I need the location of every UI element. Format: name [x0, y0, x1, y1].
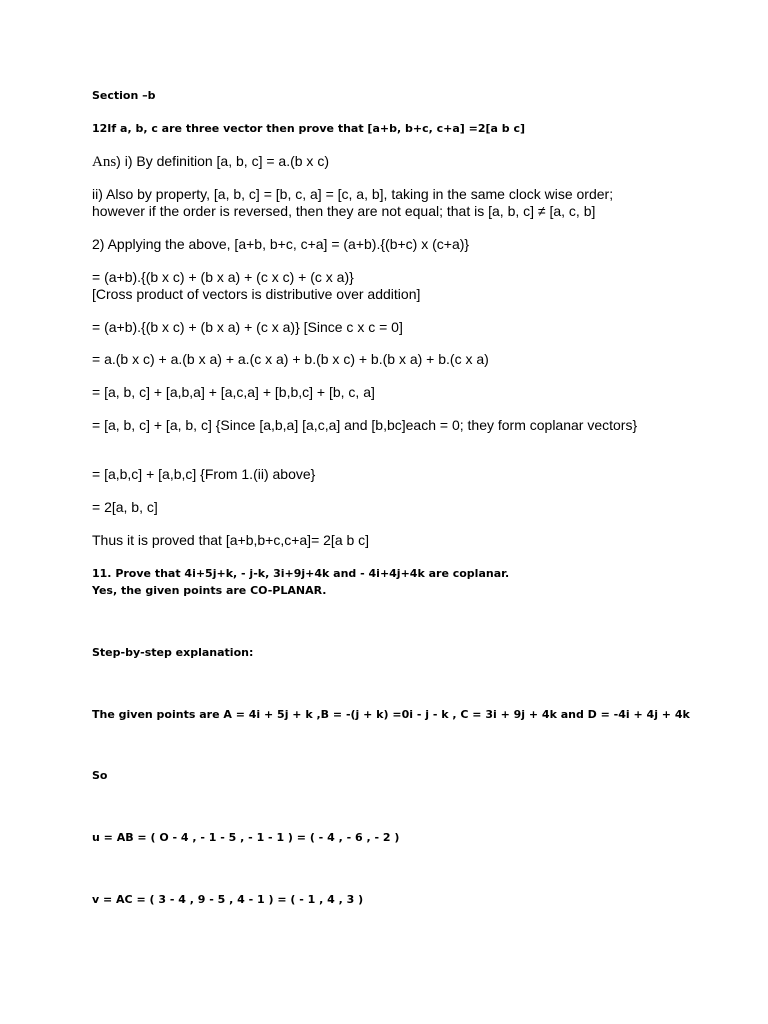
v-vector-line: v = AC = ( 3 - 4 , 9 - 5 , 4 - 1 ) = ( - 1 , 4 , 3 ): [92, 893, 364, 906]
applying-line: 2) Applying the above, [a+b, b+c, c+a] = (a+b).{(b+c) x (c+a)}: [92, 236, 470, 252]
coplanar-line: = [a, b, c] + [a, b, c] {Since [a,b,a] [a,c,a] and [b,bc]each = 0; they form coplanar vectors}: [92, 417, 638, 433]
distribute-line: = a.(b x c) + a.(b x a) + a.(c x a) + b.(b x c) + b.(b x a) + b.(c x a): [92, 351, 489, 367]
property-line-a: ii) Also by property, [a, b, c] = [b, c, a] = [c, a, b], taking in the same clock wise order;: [92, 186, 614, 202]
section-title: Section –b: [92, 89, 156, 102]
definition-text: ) i) By definition [a, b, c] = a.(b x c): [116, 153, 329, 169]
from-above-line: = [a,b,c] + [a,b,c] {From 1.(ii) above}: [92, 466, 316, 482]
result-line: = 2[a, b, c]: [92, 499, 158, 515]
answer-11: Yes, the given points are CO-PLANAR.: [92, 584, 327, 597]
given-points: The given points are A = 4i + 5j + k ,B = -(j + k) =0i - j - k , C = 3i + 9j + 4k and D = -4i + 4j + 4k: [92, 708, 690, 721]
box-product-line: = [a, b, c] + [a,b,a] + [a,c,a] + [b,b,c] + [b, c, a]: [92, 384, 375, 400]
question-12: 12If a, b, c are three vector then prove that [a+b, b+c, c+a] =2[a b c]: [92, 122, 526, 135]
expansion-line-a: = (a+b).{(b x c) + (b x a) + (c x c) + (c x a)}: [92, 269, 354, 285]
u-vector-line: u = AB = ( O - 4 , - 1 - 5 , - 1 - 1 ) = ( - 4 , - 6 , - 2 ): [92, 831, 400, 844]
property-line-b: however if the order is reversed, then they are not equal; that is [a, b, c] ≠ [a, c, b]: [92, 203, 596, 219]
simplify-line: = (a+b).{(b x c) + (b x a) + (c x a)} [Since c x c = 0]: [92, 319, 403, 335]
question-11: 11. Prove that 4i+5j+k, - j-k, 3i+9j+4k and - 4i+4j+4k are coplanar.: [92, 567, 510, 580]
answer-line-1: [92, 153, 329, 171]
expansion-line-b: [Cross product of vectors is distributive over addition]: [92, 286, 421, 302]
step-heading: Step-by-step explanation:: [92, 646, 254, 659]
answer-label: Ans: [92, 154, 117, 170]
so-text: So: [92, 769, 108, 782]
proved-line: Thus it is proved that [a+b,b+c,c+a]= 2[a b c]: [92, 532, 370, 548]
